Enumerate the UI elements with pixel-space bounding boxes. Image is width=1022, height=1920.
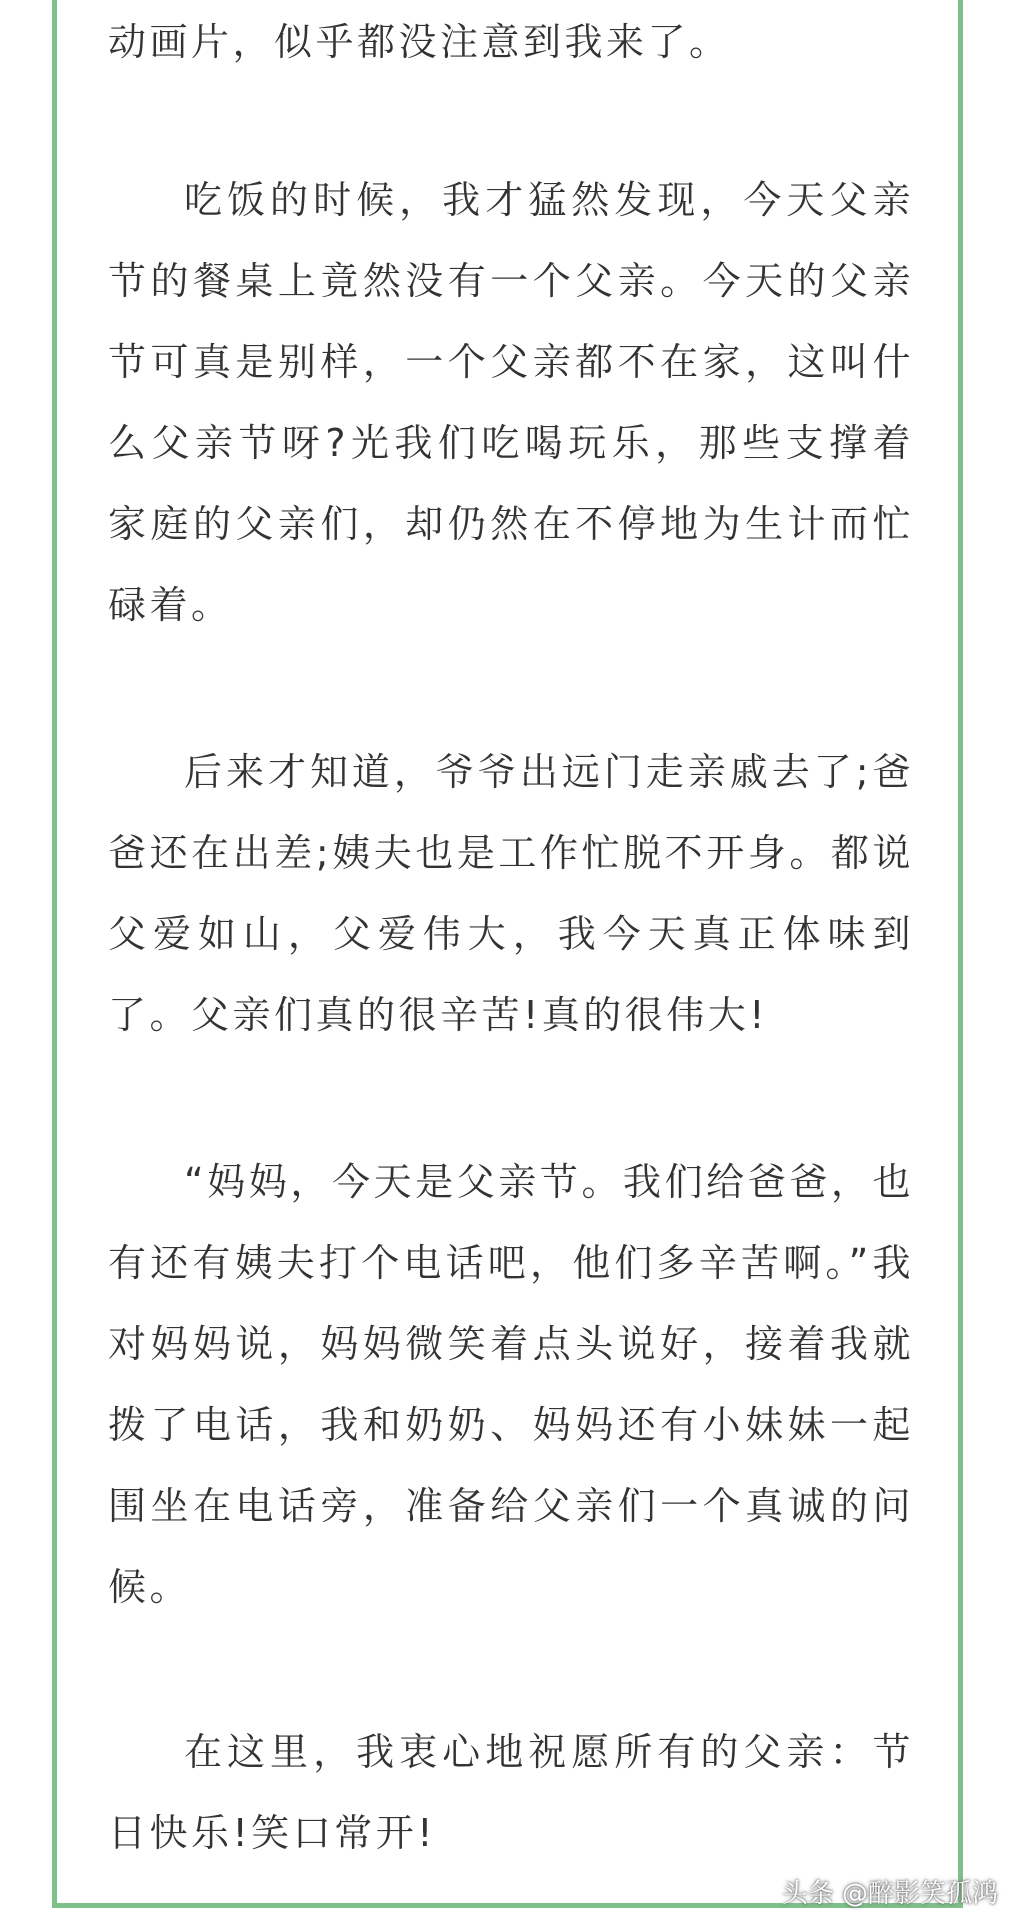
watermark-text: 头条 @醉影笑孤鸿 [781, 1879, 998, 1909]
article-paragraph: 后来才知道，爷爷出远门走亲戚去了;爸爸还在出差;姨夫也是工作忙脱不开身。都说父爱如山，父爱伟大，我今天真正体味到了。父亲们真的很辛苦!真的很伟大! [108, 750, 914, 1037]
article-paragraph: 在这里，我衷心地祝愿所有的父亲：节日快乐!笑口常开! [108, 1730, 914, 1855]
article-paragraph: 动画片，似乎都没注意到我来了。 [108, 20, 731, 64]
article-paragraph: “妈妈，今天是父亲节。我们给爸爸，也有还有姨夫打个电话吧，他们多辛苦啊。”我对妈妈说，妈妈微笑着点头说好，接着我就拨了电话，我和奶奶、妈妈还有小妹妹一起围坐在电话旁，准备给父亲们一个真诚的问候。 [108, 1160, 914, 1609]
watermark [782, 1873, 998, 1910]
article-paragraph: 吃饭的时候，我才猛然发现，今天父亲节的餐桌上竟然没有一个父亲。今天的父亲节可真是别样，一个父亲都不在家，这叫什么父亲节呀?光我们吃喝玩乐，那些支撑着家庭的父亲们，却仍然在不停地为生计而忙碌着。 [108, 178, 914, 627]
